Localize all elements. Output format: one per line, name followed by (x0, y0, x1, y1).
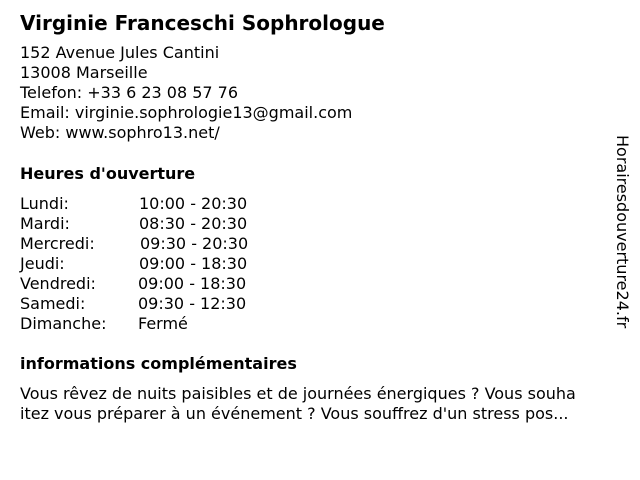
business-name: Virginie Franceschi Sophrologue (20, 11, 385, 35)
hours-heading: Heures d'ouverture (20, 164, 196, 183)
day-label: Vendredi: (20, 274, 96, 293)
day-label: Samedi: (20, 294, 86, 313)
day-label: Lundi: (20, 194, 69, 213)
info-description (20, 384, 620, 424)
day-label: Dimanche: (20, 314, 107, 333)
day-hours: 09:30 - 20:30 (140, 234, 249, 253)
day-label: Mercredi: (20, 234, 95, 253)
day-hours: 09:00 - 18:30 (138, 274, 247, 293)
day-label: Mardi: (20, 214, 70, 233)
email-address[interactable]: Email: virginie.sophrologie13@gmail.com (20, 103, 353, 122)
day-hours: 09:00 - 18:30 (139, 254, 248, 273)
info-line: Vous rêvez de nuits paisibles et de journées énergiques ? Vous souha (20, 384, 576, 403)
contact-block (20, 43, 352, 143)
info-heading: informations complémentaires (20, 354, 297, 373)
website-link[interactable]: Web: www.sophro13.net/ (20, 123, 220, 142)
street-address: 152 Avenue Jules Cantini (20, 43, 220, 62)
city-postcode: 13008 Marseille (20, 63, 148, 82)
info-line: itez vous préparer à un événement ? Vous souffrez d'un stress pos... (20, 404, 569, 423)
day-hours: 10:00 - 20:30 (139, 194, 248, 213)
site-watermark: Horairesdouverture24.fr (613, 135, 632, 329)
day-hours: 09:30 - 12:30 (138, 294, 247, 313)
phone-number[interactable]: Telefon: +33 6 23 08 57 76 (20, 83, 239, 102)
day-hours: 08:30 - 20:30 (139, 214, 248, 233)
day-hours: Fermé (138, 314, 188, 333)
day-label: Jeudi: (20, 254, 65, 273)
